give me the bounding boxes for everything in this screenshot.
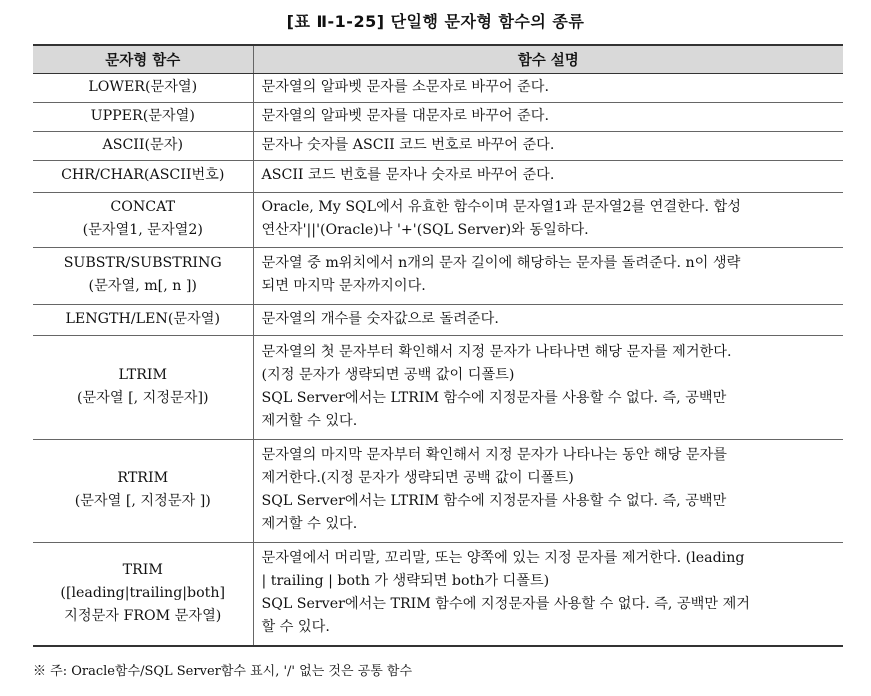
function-name-line: ([leading|trailing|both] [60,584,226,601]
function-description-cell [253,73,843,102]
function-description-cell [253,542,843,646]
function-name-cell [33,192,253,247]
function-description-line: 되면 마지막 문자까지이다. [261,278,426,294]
header-function: 문자형 함수 [33,45,253,73]
function-name-line: SUBSTR/SUBSTRING [63,255,222,271]
function-name-line: 지정문자 FROM 문자열) [64,607,222,624]
function-name-cell [33,542,253,646]
function-name-line: UPPER(문자열) [90,107,195,124]
function-description-line: 문자나 숫자를 ASCII 코드 번호로 바꾸어 준다. [261,136,555,153]
function-description-line: 제거할 수 있다. [261,412,358,429]
function-description-cell [253,335,843,439]
function-description-cell [253,439,843,542]
table-row [33,304,843,335]
function-name-line: ASCII(문자) [102,136,183,153]
function-description-line: 할 수 있다. [261,619,330,636]
function-description-line: 문자열의 첫 문자부터 확인해서 지정 문자가 나타나면 해당 문자를 제거한다. [261,343,732,360]
function-name-line: LENGTH/LEN(문자열) [65,310,221,327]
function-name-line: CONCAT [110,199,176,215]
function-name-cell [33,247,253,304]
function-name-cell [33,335,253,439]
function-name-line: LTRIM [118,366,168,383]
footnote: ※ 주: Oracle함수/SQL Server함수 표시, '/' 없는 것은 공통 함수 [33,664,412,679]
function-name-line: (문자열 [, 지정문자 ]) [74,493,211,509]
function-description-cell [253,192,843,247]
function-name-line: (문자열 [, 지정문자]) [76,389,209,406]
function-name-line: (문자열, m[, n ]) [88,278,197,294]
function-description-line: | trailing | both 가 생략되면 both가 디폴트) [261,573,550,590]
header-description: 함수 설명 [253,45,843,73]
function-name-line: LOWER(문자열) [88,78,198,95]
function-description-line: 문자열의 개수를 숫자값으로 돌려준다. [261,310,499,327]
function-description-line: Oracle, My SQL에서 유효한 함수이며 문자열1과 문자열2를 연결한다. 합성 [261,199,741,215]
table-row [33,542,843,646]
function-description-line: SQL Server에서는 LTRIM 함수에 지정문자를 사용할 수 없다. 즉, 공백만 [261,389,727,406]
function-description-cell [253,102,843,131]
function-description-line: SQL Server에서는 LTRIM 함수에 지정문자를 사용할 수 없다. 즉, 공백만 [261,493,727,509]
function-description-line: 문자열의 알파벳 문자를 소문자로 바꾸어 준다. [261,78,549,95]
function-description-line: 연산자'||'(Oracle)나 '+'(SQL Server)와 동일하다. [261,222,589,238]
table-title: [표 Ⅱ-1-25] 단일행 문자형 함수의 종류 [286,12,585,31]
function-description-line: 문자열의 알파벳 문자를 대문자로 바꾸어 준다. [261,107,549,124]
function-name-cell [33,73,253,102]
function-description-cell [253,304,843,335]
table-row [33,335,843,439]
function-name-cell [33,102,253,131]
function-name-cell [33,131,253,160]
function-description-cell [253,160,843,192]
table-row [33,160,843,192]
function-name-cell [33,439,253,542]
function-description-line: SQL Server에서는 TRIM 함수에 지정문자를 사용할 수 없다. 즉, 공백만 제거 [261,596,750,613]
table-row [33,102,843,131]
function-description-line: 문자열 중 m위치에서 n개의 문자 길이에 해당하는 문자를 돌려준다. n이 생략 [261,255,741,271]
function-table [33,44,843,647]
table-row [33,247,843,304]
function-description-line: 제거한다.(지정 문자가 생략되면 공백 값이 디폴트) [261,470,574,486]
function-description-line: 제거할 수 있다. [261,516,358,532]
table-header-row [33,45,843,73]
function-description-line: (지정 문자가 생략되면 공백 값이 디폴트) [261,366,515,383]
table-row [33,192,843,247]
function-description-line: ASCII 코드 번호를 문자나 숫자로 바꾸어 준다. [261,167,555,183]
function-name-line: TRIM [122,561,163,578]
function-description-line: 문자열의 마지막 문자부터 확인해서 지정 문자가 나타나는 동안 해당 문자를 [261,447,727,463]
function-description-line: 문자열에서 머리말, 꼬리말, 또는 양쪽에 있는 지정 문자를 제거한다. (leading [261,550,745,567]
function-name-line: CHR/CHAR(ASCII번호) [61,167,225,183]
function-name-line: (문자열1, 문자열2) [82,222,203,238]
function-name-line: RTRIM [117,470,169,486]
table-row [33,131,843,160]
function-description-cell [253,247,843,304]
function-description-cell [253,131,843,160]
function-name-cell [33,304,253,335]
function-name-cell [33,160,253,192]
table-row [33,439,843,542]
table-row [33,73,843,102]
